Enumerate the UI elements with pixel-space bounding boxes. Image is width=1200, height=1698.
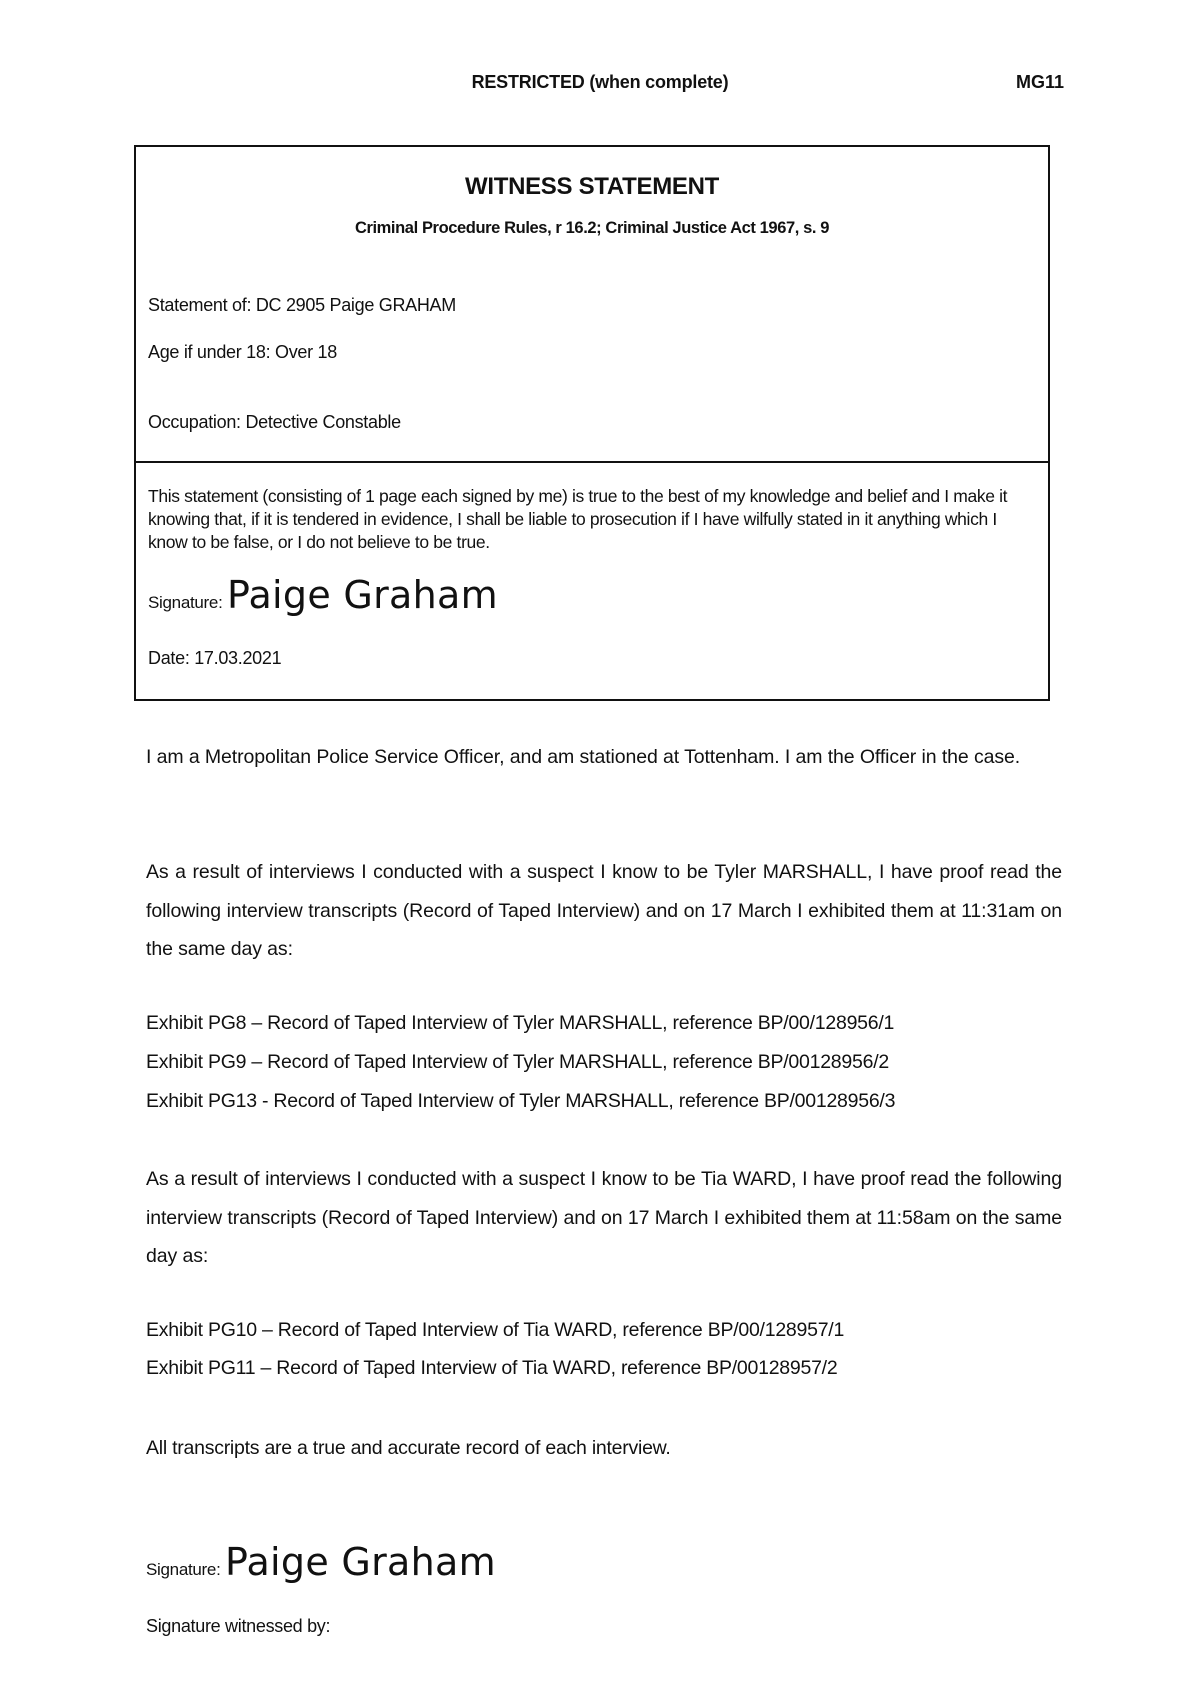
signature-name: Paige Graham bbox=[226, 573, 498, 617]
document-subtitle: Criminal Procedure Rules, r 16.2; Criminal Justice Act 1967, s. 9 bbox=[354, 219, 830, 237]
age-field: Age if under 18: Over 18 bbox=[148, 342, 337, 362]
exhibit-line: Exhibit PG13 - Record of Taped Interview of Tyler MARSHALL, reference BP/00128956/3 bbox=[146, 1090, 896, 1112]
paragraph-ward-interviews: As a result of interviews I conducted with a suspect I know to be Tia WARD, I have proof read the following interview transcripts (Record of Taped Interview) and on 17 March I exhibited them at 11:58am on the same day as: bbox=[146, 1168, 1062, 1267]
page-header bbox=[0, 72, 1200, 98]
signature-label: Signature: bbox=[148, 593, 223, 612]
closing-statement: All transcripts are a true and accurate record of each interview. bbox=[146, 1437, 671, 1459]
declaration-section bbox=[136, 463, 1048, 699]
exhibit-line: Exhibit PG11 – Record of Taped Interview of Tia WARD, reference BP/00128957/2 bbox=[146, 1357, 838, 1379]
exhibit-line: Exhibit PG10 – Record of Taped Interview of Tia WARD, reference BP/00/128957/1 bbox=[146, 1319, 845, 1341]
occupation-field: Occupation: Detective Constable bbox=[148, 412, 401, 432]
classification-label: RESTRICTED (when complete) bbox=[471, 72, 729, 92]
paragraph-marshall-interviews: As a result of interviews I conducted with a suspect I know to be Tyler MARSHALL, I have proof read the following interview transcripts (Record of Taped Interview) and on 17 March I exhibited them at 11:31am on the same day as: bbox=[146, 861, 1062, 960]
closing-signature-row bbox=[146, 1540, 496, 1584]
statement-of-field: Statement of: DC 2905 Paige GRAHAM bbox=[148, 295, 456, 315]
declaration-text: This statement (consisting of 1 page each signed by me) is true to the best of my knowledge and belief and I make it knowing that, if it is tendered in evidence, I shall be liable to prosecution if I have wilfully stated in it anything which I know to be false, or I do not believe to be true. bbox=[148, 486, 1008, 552]
signature-witnessed-by: Signature witnessed by: bbox=[146, 1616, 331, 1636]
signature-name: Paige Graham bbox=[224, 1540, 496, 1584]
document-title: WITNESS STATEMENT bbox=[464, 173, 719, 200]
exhibit-line: Exhibit PG9 – Record of Taped Interview of Tyler MARSHALL, reference BP/00128956/2 bbox=[146, 1051, 889, 1073]
date-field: Date: 17.03.2021 bbox=[148, 648, 282, 668]
statement-box bbox=[134, 145, 1050, 701]
exhibit-line: Exhibit PG8 – Record of Taped Interview of Tyler MARSHALL, reference BP/00/128956/1 bbox=[146, 1012, 895, 1034]
paragraph-officer-intro: I am a Metropolitan Police Service Officer, and am stationed at Tottenham. I am the Officer in the case. bbox=[146, 746, 1021, 768]
statement-details-section bbox=[136, 147, 1048, 463]
signature-row bbox=[148, 573, 498, 617]
signature-label: Signature: bbox=[146, 1560, 221, 1579]
form-code: MG11 bbox=[1015, 72, 1064, 92]
